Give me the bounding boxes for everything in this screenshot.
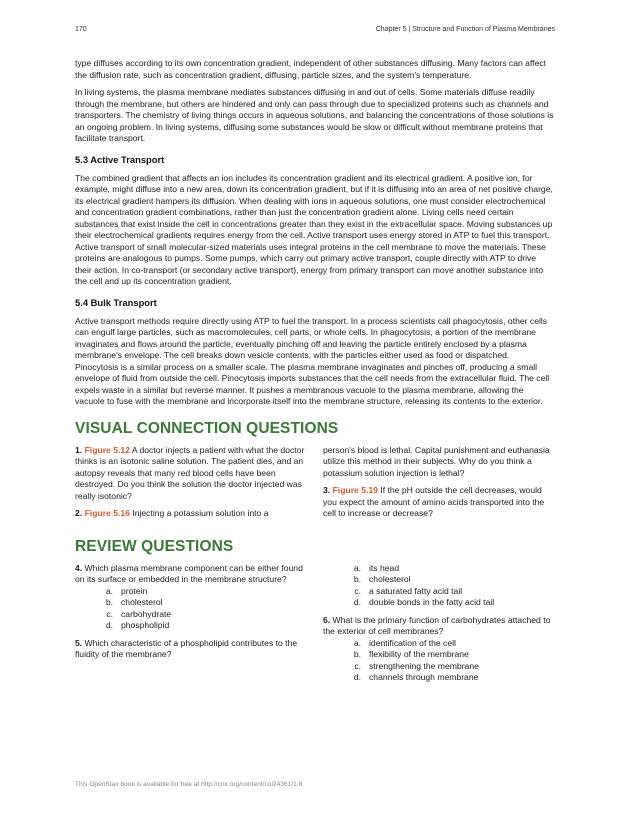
option: d. channels through membrane [353,672,479,682]
question-text: Which plasma membrane component can be either found on its surface or embedded in the membrane structure? [75,562,303,584]
question-text: If the pH outside the cell decreases, would you expect the amount of amino acids transported into the cell to increase or decrease? [323,485,545,518]
option: b. cholesterol [105,597,163,607]
question-6 [323,615,555,638]
page-footer: This OpenStax book is available for free at http://cnx.org/content/col24361/1.8 [75,781,303,788]
question-5 [75,638,307,661]
question-text: A doctor injects a patient with what the doctor thinks is an isotonic saline solution. The patient dies, and an autopsy reveals that many red blood cells have been destroyed. Do you think the solution the doctor injected was really isotonic? [75,444,305,501]
question-number: 6. [323,614,331,625]
question-number: 4. [75,562,83,573]
option: c. strengthening the membrane [354,660,479,671]
chapter-title: Chapter 5 | Structure and Function of Plasma Membranes [375,26,555,33]
question-number: 2. [75,508,83,518]
section-heading-bulk-transport: 5.4 Bulk Transport [75,296,157,308]
page-content [75,58,555,690]
figure-link[interactable]: Figure 5.19 [332,485,378,495]
visual-questions [75,445,555,526]
question-text: Injecting a potassium solution into a [129,508,269,518]
review-questions [75,563,555,690]
bulk-transport-paragraph: Active transport methods require directly using ATP to fuel the transport. In a process scientists call phagocytosis, other cells can engulf large particles, such as macromolecules, cell parts, or whole cells. In phagocytosis, a portion of the membrane invaginates and flows around the particle, eventually pinching off and leaving the particle entirely enclosed by a plasma membrane's envelope. The cell breaks down vesicle contents, with the particles either used as food or dispatched. Pinocytosis is a similar process on a smaller scale. The plasma membrane invaginates and pinches off, producing a small envelope of fluid from outside the cell. Pinocytosis imports substances that the cell needs from the extracellular fluid. The cell expels waste in a similar but reverse manner. It pushes a membranous vacuole to the plasma membrane, allowing the vacuole to fuse with the membrane and incorporate itself into the membrane structure, releasing its contents to the exterior. [75,315,550,406]
active-transport-paragraph: The combined gradient that affects an ion includes its concentration gradient and its electrical gradient. A positive ion, for example, might diffuse into a new area, down its concentration gradient, but if it is diffusing into an area of net positive charge, its electrical gradient hampers its diffusion. When dealing with ions in aqueous solutions, one must consider electrochemical and concentration gradient combinations, rather than just the concentration gradient alone. Living cells need certain substances that exist inside the cell in concentrations greater than they exist in the extracellular space. Moving substances up their electrochemical gradients requires energy from the cell. Active transport uses energy stored in ATP to fuel this transport. Active transport of small molecular-sized materials uses integral proteins in the cell membrane to move the materials. These proteins are analogous to pumps. Some pumps, which carry out primary active transport, couple directly with ATP to drive their action. In co-transport (or secondary active transport), energy from primary transport can move another substance into the cell and up its concentration gradient. [75,172,553,286]
visual-connection-heading: VISUAL CONNECTION QUESTIONS [75,419,339,437]
question-4-options [75,586,307,632]
question-5-options [323,563,555,609]
question-2 [75,508,307,520]
question-text: Which characteristic of a phospholipid contributes to the fluidity of the membrane? [75,637,298,659]
question-2-continued: person's blood is lethal. Capital punishment and euthanasia utilize this method in their subjects. Why do you think a potassium solution injection is lethal? [323,444,550,478]
review-questions-left [75,563,307,690]
question-4 [75,563,307,586]
intro-paragraph-2: In living systems, the plasma membrane mediates substances diffusing in and out of cells. Some materials diffuse readily through the membrane, but others are hindered and only can pass through due to specialized proteins such as channels and transporters. The chemistry of living things occurs in aqueous solutions, and balancing the concentrations of those solutions is an ongoing problem. In living systems, diffusing some substances would be slow or difficult without membrane proteins that facilitate transport. [75,87,554,143]
option: c. a saturated fatty acid tail [354,585,463,596]
question-text: What is the primary function of carbohydrates attached to the exterior of cell membranes? [323,614,551,636]
option: a. its head [353,562,400,573]
question-number: 3. [323,485,331,495]
section-heading-active-transport: 5.3 Active Transport [75,153,165,165]
option: a. identification of the cell [353,637,456,648]
option: d. double bonds in the fatty acid tail [353,597,495,607]
page-number: 170 [75,26,87,33]
option: b. flexibility of the membrane [353,649,469,659]
figure-link[interactable]: Figure 5.16 [84,508,130,518]
review-questions-right [323,563,555,690]
review-questions-heading: REVIEW QUESTIONS [75,537,234,555]
visual-questions-left [75,445,307,526]
visual-questions-right [323,445,555,526]
option: b. cholesterol [353,574,411,584]
question-number: 5. [75,637,83,648]
question-6-options [323,638,555,684]
intro-paragraph-1: type diffuses according to its own concentration gradient, independent of other substances diffusing. Many factors can affect the diffusion rate, such as concentration gradient, diffusing, particle sizes, and the system's temperature. [75,58,547,80]
option: a. protein [105,585,148,596]
question-1 [75,445,307,503]
page-header [75,26,555,38]
option: c. carbohydrate [106,608,172,619]
option: d. phospholipid [105,620,170,630]
question-3 [323,485,555,520]
figure-link[interactable]: Figure 5.12 [84,444,130,455]
question-number: 1. [75,444,83,455]
